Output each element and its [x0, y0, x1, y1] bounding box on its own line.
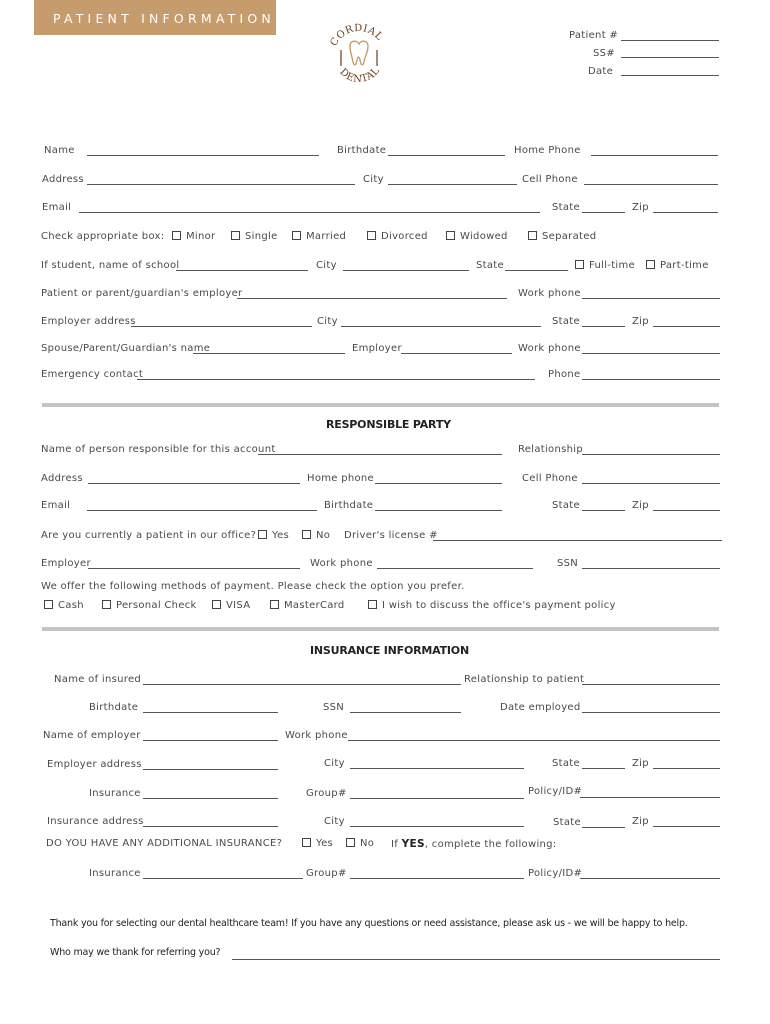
name-insured-field[interactable] [143, 684, 461, 685]
ins-birthdate-label: Birthdate [89, 702, 139, 713]
name-of-employer-field[interactable] [143, 740, 278, 741]
spouse-employer-field[interactable] [401, 353, 512, 354]
zip-field[interactable] [653, 212, 718, 213]
rp-ssn-field[interactable] [582, 568, 720, 569]
home-phone-field[interactable] [591, 155, 718, 156]
insurance-address-field[interactable] [143, 826, 278, 827]
payment-mastercard[interactable] [270, 600, 345, 611]
status-single[interactable] [231, 231, 278, 242]
ins-city-field[interactable] [350, 768, 524, 769]
state-field[interactable] [582, 212, 625, 213]
option-label: Cash [58, 600, 84, 611]
checkbox[interactable] [368, 600, 377, 609]
employer-zip-field[interactable] [653, 326, 720, 327]
insurance-label: Insurance [89, 788, 141, 799]
svg-text:DENTAL: DENTAL [337, 65, 383, 86]
additional-no[interactable] [346, 838, 374, 849]
payment-cash[interactable] [44, 600, 84, 611]
option-label: Minor [186, 231, 216, 242]
ss-field[interactable] [621, 57, 719, 58]
payment-methods-text: We offer the following methods of payment. Please check the option you prefer. [41, 581, 465, 592]
checkbox[interactable] [102, 600, 111, 609]
ins-zip2-field[interactable] [653, 826, 720, 827]
option-label: Yes [316, 838, 334, 849]
school-city-field[interactable] [343, 270, 469, 271]
ins-birthdate-field[interactable] [143, 712, 278, 713]
emergency-contact-field[interactable] [137, 379, 535, 380]
if-text: If [391, 839, 399, 850]
name-field[interactable] [87, 155, 319, 156]
cell-phone-field[interactable] [584, 184, 718, 185]
school-state-field[interactable] [505, 270, 568, 271]
group2-field[interactable] [350, 878, 524, 879]
drivers-license-field[interactable] [433, 540, 722, 541]
employer-field[interactable] [237, 298, 507, 299]
rp-birthdate-label: Birthdate [324, 500, 374, 511]
responsible-name-field[interactable] [258, 454, 502, 455]
birthdate-field[interactable] [388, 155, 505, 156]
check-box-label: Check appropriate box: [41, 231, 165, 242]
school-field[interactable] [176, 270, 308, 271]
date-field[interactable] [621, 75, 719, 76]
payment-discuss-policy[interactable] [368, 600, 616, 611]
option-label: Widowed [460, 231, 508, 242]
ins-state-label: State [552, 758, 580, 769]
emergency-contact-label: Emergency contact [41, 369, 144, 380]
city-label: City [363, 174, 384, 185]
group-field[interactable] [350, 798, 524, 799]
checkbox[interactable] [302, 838, 311, 847]
rp-birthdate-field[interactable] [375, 510, 502, 511]
responsible-name-label: Name of person responsible for this account [41, 444, 276, 455]
ins-zip-field[interactable] [653, 768, 720, 769]
checkbox[interactable] [292, 231, 301, 240]
rp-ssn-label: SSN [557, 558, 579, 569]
ins-city-label: City [324, 758, 345, 769]
ins-city2-label: City [324, 816, 345, 827]
school-state-label: State [476, 260, 504, 271]
group2-label: Group# [306, 868, 347, 879]
cell-phone-label: Cell Phone [522, 174, 578, 185]
name-label: Name [44, 145, 75, 156]
rp-zip-label: Zip [632, 500, 649, 511]
option-label: No [360, 838, 375, 849]
referral-label: Who may we thank for referring you? [50, 947, 221, 958]
relationship-to-patient-label: Relationship to patient [464, 674, 585, 685]
ins-work-phone-field[interactable] [348, 740, 720, 741]
ins-employer-address-field[interactable] [143, 769, 278, 770]
checkbox[interactable] [367, 231, 376, 240]
status-married[interactable] [292, 231, 346, 242]
ins-zip-label: Zip [632, 758, 649, 769]
name-of-employer-label: Name of employer [43, 730, 141, 741]
rp-address-label: Address [41, 473, 83, 484]
checkbox[interactable] [270, 600, 279, 609]
checkbox[interactable] [258, 530, 267, 539]
section-divider [42, 627, 719, 631]
ss-label: SS# [593, 48, 615, 59]
if-yes-instruction [391, 838, 556, 850]
rp-email-field[interactable] [87, 510, 317, 511]
current-patient-label: Are you currently a patient in our office? [41, 530, 257, 541]
current-patient-yes[interactable] [258, 530, 289, 541]
section-divider [42, 403, 719, 407]
work-phone-field[interactable] [582, 298, 720, 299]
ins-state-field[interactable] [582, 768, 625, 769]
option-label: I wish to discuss the office's payment policy [382, 600, 616, 611]
option-label: Separated [542, 231, 597, 242]
spouse-work-phone-field[interactable] [582, 353, 720, 354]
ins-work-phone-label: Work phone [285, 730, 348, 741]
svg-text:CORDIAL: CORDIAL [328, 22, 385, 49]
option-label: Part-time [660, 260, 709, 271]
relationship-to-patient-field[interactable] [582, 684, 720, 685]
relationship-label: Relationship [518, 444, 583, 455]
checkbox[interactable] [646, 260, 655, 269]
rp-zip-field[interactable] [653, 510, 720, 511]
emergency-phone-field[interactable] [582, 379, 720, 380]
checkbox[interactable] [528, 231, 537, 240]
drivers-license-label: Driver's license # [344, 530, 438, 541]
employer-label: Patient or parent/guardian's employer [41, 288, 243, 299]
city-field[interactable] [388, 184, 517, 185]
ins-city2-field[interactable] [350, 826, 524, 827]
referral-field[interactable] [232, 959, 720, 960]
checkbox[interactable] [231, 231, 240, 240]
ins-state2-label: State [553, 817, 581, 828]
address-label: Address [42, 174, 84, 185]
insurance-field[interactable] [143, 798, 278, 799]
zip-label: Zip [632, 202, 649, 213]
status-separated[interactable] [528, 231, 596, 242]
status-divorced[interactable] [367, 231, 428, 242]
policy-field[interactable] [580, 797, 720, 798]
school-label: If student, name of school [41, 260, 180, 271]
yes-emphasis: YES [401, 838, 425, 850]
rp-cell-phone-label: Cell Phone [522, 473, 578, 484]
part-time-option[interactable] [646, 260, 709, 271]
option-label: Married [306, 231, 347, 242]
policy-label: Policy/ID# [528, 786, 583, 797]
rp-employer-field[interactable] [88, 568, 300, 569]
option-label: VISA [226, 600, 251, 611]
rp-home-phone-label: Home phone [307, 473, 375, 484]
option-label: Yes [272, 530, 290, 541]
employer-city-label: City [317, 316, 338, 327]
spouse-name-label: Spouse/Parent/Guardian's name [41, 343, 211, 354]
rp-cell-phone-field[interactable] [582, 483, 720, 484]
option-label: Personal Check [116, 600, 197, 611]
date-employed-label: Date employed [500, 702, 581, 713]
ins-ssn-field[interactable] [350, 712, 461, 713]
insurance-heading: INSURANCE INFORMATION [310, 644, 469, 657]
patient-number-field[interactable] [621, 40, 719, 41]
patient-number-label: Patient # [569, 30, 619, 41]
option-label: MasterCard [284, 600, 345, 611]
employer-address-label: Employer address [41, 316, 136, 327]
insurance-address-label: Insurance address [47, 816, 144, 827]
date-employed-field[interactable] [582, 712, 720, 713]
status-widowed[interactable] [446, 231, 508, 242]
school-city-label: City [316, 260, 337, 271]
full-time-option[interactable] [575, 260, 635, 271]
ins-zip2-label: Zip [632, 816, 649, 827]
email-field[interactable] [79, 212, 540, 213]
payment-visa[interactable] [212, 600, 250, 611]
relationship-field[interactable] [582, 454, 720, 455]
rp-state-field[interactable] [582, 510, 625, 511]
name-insured-label: Name of insured [54, 674, 142, 685]
form-title-banner: PATIENT INFORMATION [34, 0, 276, 35]
option-label: Single [245, 231, 278, 242]
ins-state2-field[interactable] [582, 827, 625, 828]
responsible-party-heading: RESPONSIBLE PARTY [326, 418, 451, 431]
email-label: Email [42, 202, 72, 213]
additional-insurance-label: DO YOU HAVE ANY ADDITIONAL INSURANCE? [46, 838, 283, 849]
rp-work-phone-label: Work phone [310, 558, 373, 569]
birthdate-label: Birthdate [337, 145, 387, 156]
date-label: Date [588, 66, 614, 77]
checkbox[interactable] [172, 231, 181, 240]
cordial-dental-logo [326, 22, 392, 86]
employer-city-field[interactable] [341, 326, 541, 327]
option-label: No [316, 530, 331, 541]
checkbox[interactable] [44, 600, 53, 609]
rp-employer-label: Employer [41, 558, 91, 569]
complete-text: , complete the following: [424, 839, 557, 850]
thank-you-note: Thank you for selecting our dental healthcare team! If you have any questions or need assistance, please ask us - we will be happy to help. [50, 918, 688, 929]
rp-state-label: State [552, 500, 580, 511]
insurance2-label: Insurance [89, 868, 141, 879]
home-phone-label: Home Phone [514, 145, 581, 156]
rp-address-field[interactable] [88, 483, 300, 484]
employer-zip-label: Zip [632, 316, 649, 327]
employer-state-label: State [552, 316, 580, 327]
work-phone-label: Work phone [518, 288, 581, 299]
status-minor[interactable] [172, 231, 215, 242]
payment-personal-check[interactable] [102, 600, 197, 611]
ins-employer-address-label: Employer address [47, 759, 142, 770]
ins-ssn-label: SSN [323, 702, 345, 713]
employer-state-field[interactable] [582, 326, 625, 327]
checkbox[interactable] [302, 530, 311, 539]
address-field[interactable] [87, 184, 355, 185]
rp-work-phone-field[interactable] [377, 568, 533, 569]
policy2-field[interactable] [580, 878, 720, 879]
current-patient-no[interactable] [302, 530, 330, 541]
emergency-phone-label: Phone [548, 369, 581, 380]
spouse-work-phone-label: Work phone [518, 343, 581, 354]
additional-yes[interactable] [302, 838, 333, 849]
rp-email-label: Email [41, 500, 71, 511]
spouse-name-field[interactable] [193, 353, 345, 354]
checkbox[interactable] [575, 260, 584, 269]
state-label: State [552, 202, 580, 213]
rp-home-phone-field[interactable] [375, 483, 502, 484]
insurance2-field[interactable] [143, 878, 303, 879]
checkbox[interactable] [446, 231, 455, 240]
option-label: Divorced [381, 231, 428, 242]
checkbox[interactable] [346, 838, 355, 847]
option-label: Full-time [589, 260, 636, 271]
employer-address-field[interactable] [131, 326, 312, 327]
policy2-label: Policy/ID# [528, 868, 583, 879]
checkbox[interactable] [212, 600, 221, 609]
group-label: Group# [306, 788, 347, 799]
spouse-employer-label: Employer [352, 343, 402, 354]
